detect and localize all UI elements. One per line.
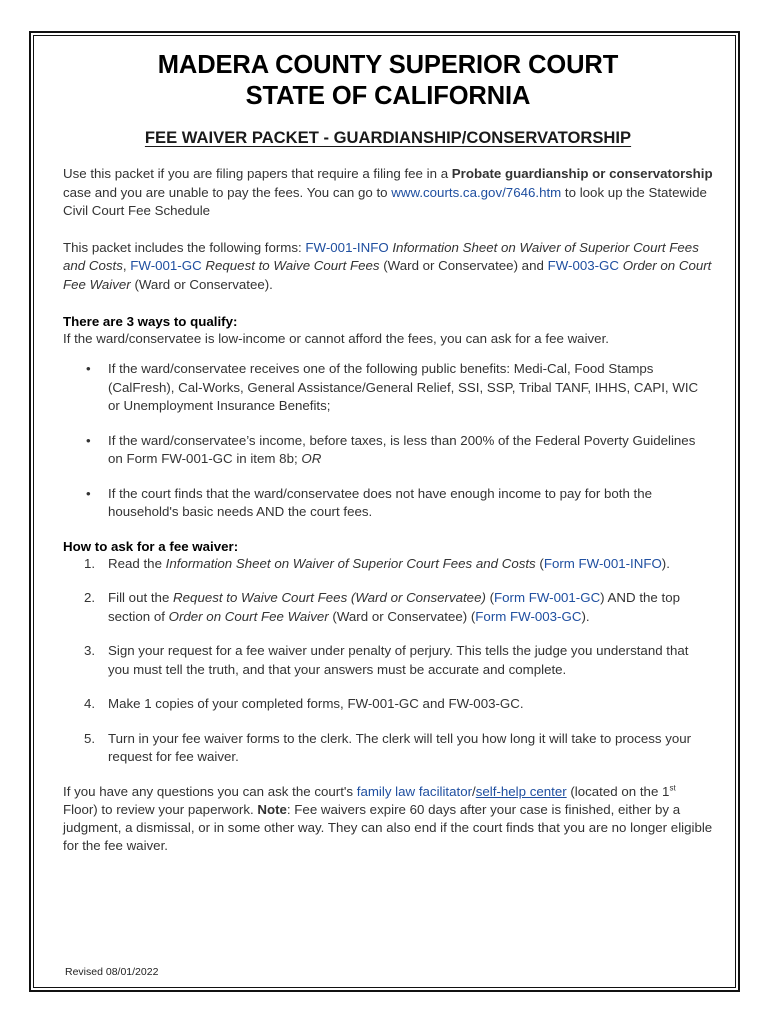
court-title <box>63 50 713 112</box>
step-text: Fill out the <box>108 590 174 605</box>
list-item <box>63 642 713 679</box>
forms-text: This packet includes the following forms: <box>63 239 306 255</box>
list-item <box>63 589 713 626</box>
form-fw001info-link[interactable]: Form FW-001-INFO <box>543 555 662 571</box>
step-text: ). <box>581 608 590 624</box>
form-name: Information Sheet on Waiver of Superior Court Fees and Costs <box>63 239 699 273</box>
bullet-text: If the ward/conservatee’s income, before taxes, is less than 200% of the Federal Poverty Guidelines on Form FW-001-GC in item 8b; <box>108 432 696 466</box>
step-text: Turn in your fee waiver forms to the clerk. The clerk will tell you how long it will take to process your request for fee waiver. <box>108 730 692 764</box>
step-number: 1. <box>84 555 96 571</box>
form-fw003gc-link[interactable]: Form FW-003-GC <box>475 608 582 624</box>
step-italic: Request to Waive Court Fees (Ward or Conservatee) <box>173 590 486 605</box>
list-item <box>63 555 713 574</box>
closing-paragraph <box>63 783 713 855</box>
form-fw001gc-link[interactable]: FW-001-GC <box>130 258 202 273</box>
intro-paragraph <box>63 165 713 221</box>
forms-text: (Ward or Conservatee) and <box>379 258 548 273</box>
bullet-icon: • <box>86 432 91 448</box>
self-help-center-link[interactable]: self-help center <box>475 783 567 799</box>
family-law-facilitator-link[interactable]: family law facilitator <box>356 783 473 799</box>
forms-text: (Ward or Conservatee). <box>130 276 273 292</box>
step-text: (Ward or Conservatee) ( <box>328 608 476 624</box>
list-item <box>63 695 713 714</box>
step-text: Sign your request for a fee waiver under penalty of perjury. This tells the judge you understand that you must tell the truth, and that your answers must be accurate and complete. <box>108 643 689 677</box>
step-text: ( <box>485 590 495 605</box>
list-item <box>63 485 713 522</box>
bullet-icon: • <box>86 485 91 501</box>
step-text: ). <box>661 555 670 571</box>
list-item <box>63 360 713 416</box>
bullet-italic: OR <box>301 451 322 466</box>
step-number: 3. <box>84 643 96 658</box>
step-text: ) AND the top section of <box>108 590 680 624</box>
list-item <box>63 730 713 767</box>
step-text: Read the <box>108 555 166 571</box>
form-fw001info-link[interactable]: FW-001-INFO <box>305 239 389 255</box>
qualify-heading: There are 3 ways to qualify: <box>63 314 238 329</box>
forms-text: , <box>122 258 131 273</box>
bullet-icon: • <box>86 361 91 376</box>
court-title-line2: STATE OF CALIFORNIA <box>245 82 531 110</box>
step-number: 5. <box>84 730 96 746</box>
step-italic: Order on Court Fee Waiver <box>168 608 329 624</box>
closing-text: : Fee waivers expire 60 days after your case is finished, either by a judgment, a dismissal, or in some other way. They can also end if the court finds that you are no longer eligible for the fee waiver. <box>63 801 713 853</box>
forms-paragraph <box>63 239 713 295</box>
step-number: 4. <box>84 696 96 711</box>
qualify-intro: If the ward/conservatee is low-income or cannot afford the fees, you can ask for a fee waiver. <box>63 331 609 346</box>
bullet-text: If the court finds that the ward/conservatee does not have enough income to pay for both the household's basic needs AND the court fees. <box>108 485 653 519</box>
form-name: Request to Waive Court Fees <box>201 258 380 273</box>
step-italic: Information Sheet on Waiver of Superior Court Fees and Costs <box>165 555 536 571</box>
intro-text: case and you are unable to pay the fees. You can go to <box>63 184 392 200</box>
step-text: Make 1 copies of your completed forms, FW-001-GC and FW-003-GC. <box>108 696 524 711</box>
closing-text: (located on the 1 <box>566 783 670 799</box>
packet-subtitle: FEE WAIVER PACKET - GUARDIANSHIP/CONSERVATORSHIP <box>144 128 632 147</box>
closing-text: / <box>472 783 476 799</box>
bullet-text: If the ward/conservatee receives one of the following public benefits: Medi-Cal, Food Stamps (CalFresh), Cal-Works, General Assistance/General Relief, SSI, SSP, Tribal TANF, IHHS, CAPI, WIC or Unemployment Insurance Benefits; <box>108 361 699 413</box>
step-number: 2. <box>84 590 96 605</box>
steps-list <box>63 555 713 767</box>
form-fw001gc-link[interactable]: Form FW-001-GC <box>494 590 601 605</box>
intro-text: to look up the Statewide Civil Court Fee Schedule <box>63 184 707 218</box>
step-text: ( <box>535 555 544 571</box>
form-name: Order on Court Fee Waiver <box>63 258 712 292</box>
document-body <box>63 50 713 855</box>
list-item <box>63 432 713 469</box>
closing-text: If you have any questions you can ask the court's <box>63 783 357 799</box>
fee-schedule-link[interactable]: www.courts.ca.gov/7646.htm <box>391 184 562 200</box>
note-label: Note <box>257 801 287 817</box>
intro-bold: Probate guardianship or conservatorship <box>451 166 713 181</box>
revised-date: Revised 08/01/2022 <box>65 966 159 978</box>
qualify-list <box>63 360 713 522</box>
form-fw003gc-link[interactable]: FW-003-GC <box>547 258 619 273</box>
ordinal-suffix: st <box>669 783 676 793</box>
intro-text: Use this packet if you are filing papers that require a filing fee in a <box>63 166 452 181</box>
steps-heading: How to ask for a fee waiver: <box>63 538 239 554</box>
closing-text: Floor) to review your paperwork. <box>63 801 258 817</box>
court-title-line1: MADERA COUNTY SUPERIOR COURT <box>157 51 619 79</box>
